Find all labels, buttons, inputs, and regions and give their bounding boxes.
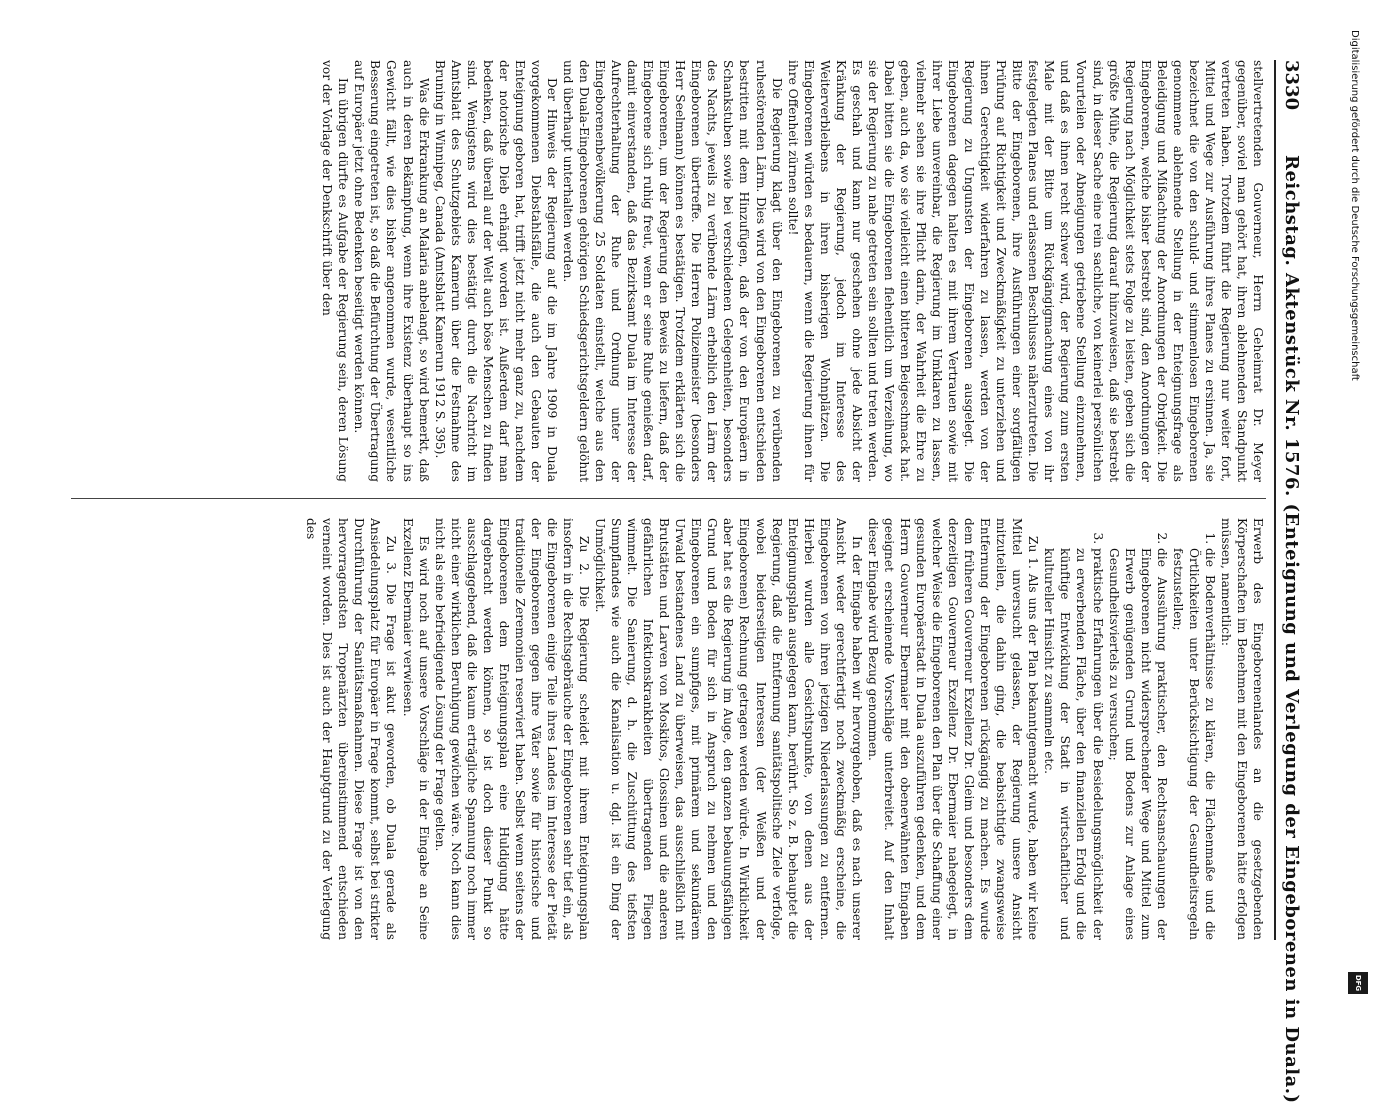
paragraph: Zu 1. Als uns der Plan bekanntgemacht wurde, haben wir keine Mittel unversucht gelassen, der Regierung unsere Ansicht mitzuteilen, die dahin ging, die beabsichtigte zwangsweise Entfernung der Eingeborenen rückgängig zu machen. Es wurde dem früheren Gouverneur Exzellenz Dr. Gleim und besonders dem derzeitigen Gouverneur Exzellenz Dr. Ebermaier nahegelegt, in welcher Weise die Eingeborenen den Plan über die Schaffung einer gesunden Europäerstadt in Duala auszuführen gedenken, und dem Herrn Gouverneur Ebermaier mit den obenerwähnten Eingaben geeignet erscheinende Vorschläge unterbreitet. Auf den Inhalt dieser Eingabe wird Bezug genommen. xyxy=(865,518,1041,940)
page-header xyxy=(1276,60,1302,1104)
list-item: 3. praktische Erfahrungen über die Besiedelungsmöglichkeit der zu erwerbenden Fläche, über den finanziellen Erfolg und die künftige Entwicklung der Stadt in wirtschaftlicher und kultureller Hinsicht zu sammeln etc. xyxy=(1041,548,1105,940)
header-rule xyxy=(1274,60,1276,940)
paragraph: In der Eingabe haben wir hervorgehoben, daß es nach unserer Ansicht weder gerechtfertigt noch zweckmäßig erscheine, die Eingeborenen von ihren jetzigen Niederlassungen zu entfernen. Hierbei wurden alle Gesichtspunkte, von denen aus der Enteignungsplan ausgelegen kann, berührt. So z. B. behauptet die Regierung, daß die Entfernung sanitätspolitische Ziele verfolge, wobei beiderseitigen Interessen (der Weißen und der Eingeborenen) Rechnung getragen werden würde. In Wirklichkeit aber hat es die Regierung im Auge, den ganzen bebauungsfähigen Grund und Boden für sich in Anspruch zu nehmen und den Eingeborenen ein sumpfiges, mit primärem und sekundärem Urwald bestandenes Land zu überweisen, das ausschließlich mit Brutstätten und Larven von Moskitos, Glossinen und die anderen gefährlichen Infektionskrankheiten übertragenden Fliegen wimmelt. Die Sanierung, d. h. die Zuschüttung des tiefsten Sumpflandes wie auch die Kanalisation u. dgl. ist ein Ding der Unmöglichkeit. xyxy=(593,518,864,940)
page-title: Reichstag. Aktenstück Nr. 1576. (Enteignung und Verlegung der Eingeborenen in Duala.) xyxy=(1281,155,1302,1104)
paragraph: Erwerb des Eingeborenenlandes an die gesetzgebenden Körperschaften im Benehmen mit den Eingeborenen hätte erfolgen müssen, namentlich: xyxy=(1218,518,1265,940)
right-column xyxy=(71,518,1266,940)
paragraph: Zu 2. Die Regierung scheidet mit ihrem Enteignungsplan insofern in die Rechtsgebräuche der Eingeborenen sehr tief ein, als die Eingeborenen einige Teile ihres Landes im Interesse der Pietät der Eingeborenen gegen ihre Väter sowie für historische und traditionelle Zeremonien reserviert haben. Selbst wenn seitens der Eingeborenen dem Enteignungsplan eine Huldigung hätte dargebracht werden können, so ist doch dieser Punkt so ausschlaggebend, daß die kaum erträgliche Spannung noch immer nicht einer wirklichen Beruhigung gewichen wäre. Noch kann dies nicht als eine befriedigende Lösung der Frage gelten. xyxy=(432,518,592,940)
paragraph: Der Hinweis der Regierung auf die im Jahre 1909 in Duala vorgekommenen Diebstahlsfälle, die auch den Gebauten der Enteignung geboren hat, trifft jetzt nicht mehr ganz zu, nachdem der notorische Dieb erhängt worden ist. Außerdem darf man bedenken, daß überall auf der Welt auch böse Menschen zu finden sind. Wenigstens wird dies bestätigt durch die Nachricht im Amtsblatt des Schutzgebiets Kamerun über die Festnahme des Bruning in Winnipeg, Canada (Amtsblatt Kamerun 1912 S. 395). xyxy=(432,60,559,482)
left-column xyxy=(71,60,1266,482)
logo-text: DFG xyxy=(1354,974,1362,992)
paragraph: Es wird noch auf unsere Vorschläge in der Eingabe an Seine Exzellenz Ebermaier verwiesen. xyxy=(400,518,431,940)
list-item: 2. die Aussührung praktischer, den Rechtsanschauungen der Eingeborenen nicht widersprechender Wege und Mittel zum Erwerb genügenden Grund und Bodens zur Anlage eines Gesundheitsviertels zu versuchen; xyxy=(1106,548,1170,940)
paragraph: Die Regierung klagt über den Eingeborenen zu verübenden ruhestörenden Lärm. Dies wird von den Eingeborenen entschieden bestritten mit dem Hinzufügen, daß der von den Europäern in Schankstuben sowie bei verschiedenen Gelegenheiten, besonders des Nachts, jeweils zu verübende Lärm erheblich den Lärm der Eingeborenen übertreffe. Die Herren Polizeimeister (besonders Herr Seelmann) können es bestätigen. Trotzdem erklärten sich die Eingeborenen, um der Regierung den Beweis zu liefern, daß der Eingeborene sich ruhig freut, wenn er seine Ruhe genießen darf, damit einverstanden, daß das Bezirksamt Duala im Interesse der Aufrechterhaltung der Ruhe und Ordnung unter der Eingeborenenbevölkerung 25 Soldaten einstellt, welche aus den den Duala-Eingeborenen gehörigen Schiedsgerichtsgeldern gelöhnt und überhaupt unterhalten werden. xyxy=(560,60,784,482)
paragraph: Was die Erkrankung an Malaria anbelangt, so wird bemerkt, daß auch in deren Bekämpfung, wenn ihre Existenz überhaupt so ins Gewicht fällt, wie dies bisher angenommen wurde, wesentliche Besserung eingetreten ist, so daß die Befürchtung der Übertragung auf Europäer jetzt ohne Bedenken beseitigt werden können. xyxy=(352,60,431,482)
dfg-logo xyxy=(1348,972,1368,994)
column-divider xyxy=(71,498,1266,499)
numbered-list xyxy=(1041,518,1218,940)
paragraph: Zu 3. Die Frage ist akut geworden, ob Duala gerade als Ansiedelungsplatz für Europäer in Frage kommt, selbst bei strikter Durchführung der Sanitätsmaßnahmen. Diese Frage ist von den hervorragendsten Tropenärzten übereinstimmend entschieden verneint worden. Dies ist auch der Hauptgrund zu der Verlegung des xyxy=(304,518,399,940)
paragraph: stellvertretenden Gouverneur, Herrn Geheimrat Dr. Meyer gegenüber, soviel man gehört hat, ihren ablehnenden Standpunkt vertreten haben. Trotzdem führt die Regierung nur weiter fort, Mittel und Wege zur Ausführung ihres Planes zu ersinnen. Ja, sie bezeichnet die von den schuld- und stimmenlosen Eingeborenen genommene ablehnende Stellung in der Enteignungsfrage als Beleidigung und Mißachtung der Anordnungen der Obrigkeit. Die Eingeborenen, welche bisher bestrebt sind, den Anordnungen der Regierung nach Möglichkeit stets Folge zu leisten, geben sich die größte Mühe, die Regierung darauf hinzuweisen, daß sie bestrebt sind, in dieser Sache eine rein sachliche, von keinerlei persönlichen Vorurteilen oder Abneigungen getriebene Stellung einzunehmen, und daß es ihnen recht schwer wird, der Regierung zum ersten Male mit der Bitte um Rückgängigmachung eines von ihr festgelegten Planes und erlassenen Beschlusses näherzutreten. Die Bitte der Eingeborenen, ihre Ausführungen einer sorgfältigen Prüfung auf Richtigkeit und Zweckmäßigkeit zu unterziehen und ihnen Gerechtigkeit widerfahren zu lassen, werden von der Regierung zu Ungunsten der Eingeborenen ausgelegt. Die Eingeborenen dagegen halten es mit ihrem Vertrauen sowie mit ihrer Liebe unvereinbar, die Regierung im Umklaren zu lassen, vielmehr sehen sie ihre Pflicht darin, der Wahrheit die Ehre zu geben, auch da, wo sie vielleicht einen bitteren Beigeschmack hat. Dabei bitten sie die Eingeborenen flehentlich um Verzeihung, wo sie der Regierung zu nahe getreten sein sollten und treten werden. Es geschah und kann nur geschehen ohne jede Absicht der Kränkung der Regierung, jedoch im Interesse des Weiterverbleibens in ihren bisherigen Wohnplätzen. Die Eingeborenen würden es bedauern, wenn die Regierung ihnen für ihre Offenheit zürnen sollte! xyxy=(785,60,1265,482)
credit-text: Digitalisierung gefördert durch die Deutsche Forschungsgemeinschaft xyxy=(1349,30,1360,381)
digitization-credit xyxy=(1348,30,1362,998)
paragraph: Im übrigen dürfte es Aufgabe der Regierung sein, deren Lösung vor der Vorlage der Denkschrift über den xyxy=(320,60,351,482)
list-item: 1. die Bodenverhältnisse zu klären, die Flächenmaße und die Örtlichkeiten unter Berücksichtigung der Gesundheitsregeln festzustellen; xyxy=(1170,548,1218,940)
document-page xyxy=(20,0,1310,1104)
page-number: 3330 xyxy=(1281,60,1302,111)
